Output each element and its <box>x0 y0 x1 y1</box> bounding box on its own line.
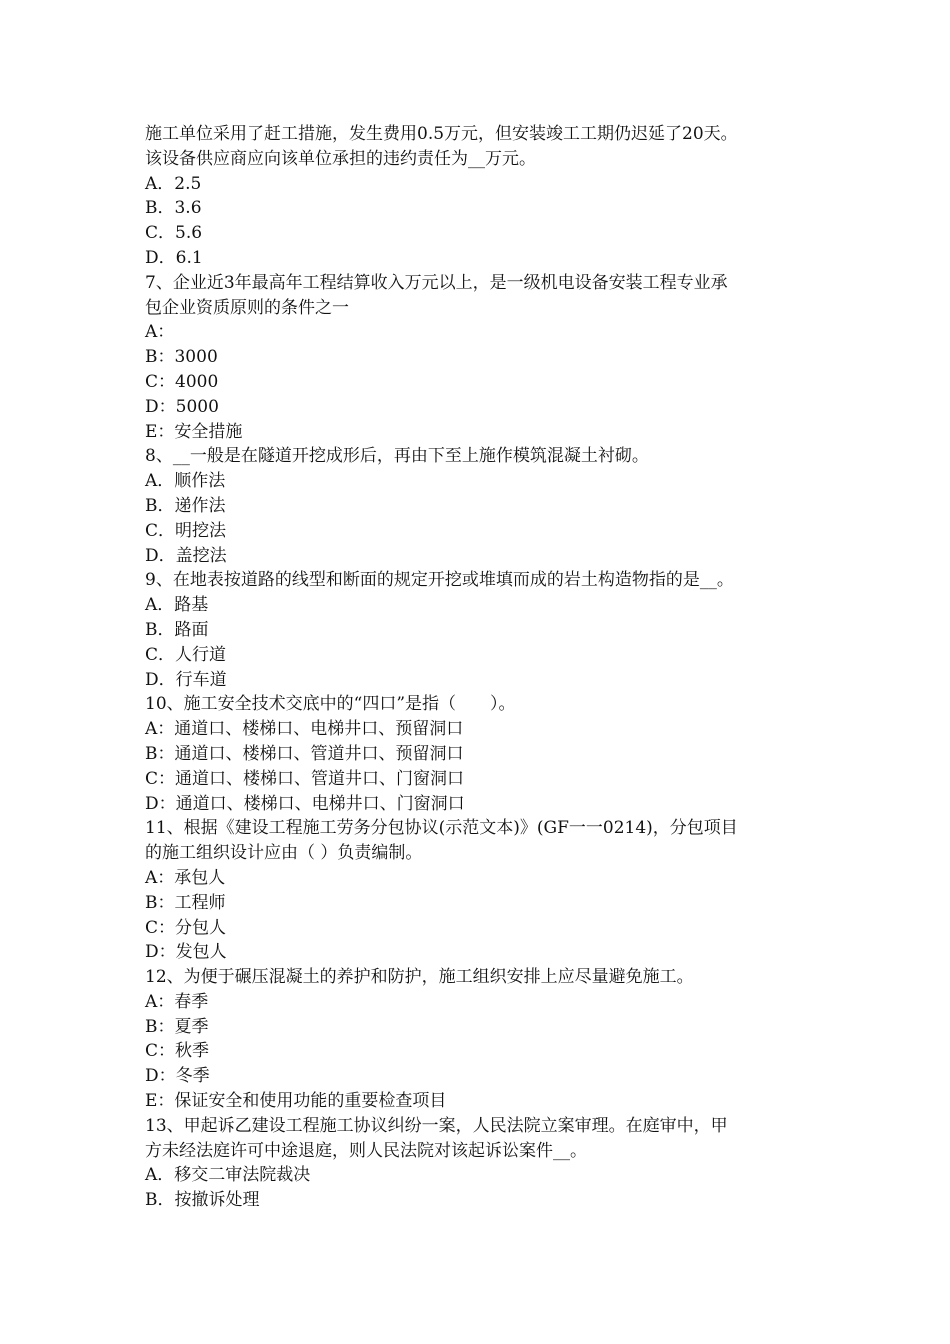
question-line: 方未经法庭许可中途退庭，则人民法院对该起诉讼案件__。 <box>145 1140 587 1161</box>
text-line: 施工单位采用了赶工措施，发生费用0.5万元，但安装竣工工期仍迟延了20天。 <box>145 124 738 144</box>
option-line: A．路基 <box>145 595 209 616</box>
option-line: D：5000 <box>145 396 219 417</box>
question-line: 12、为便于碾压混凝土的养护和防护，施工组织安排上应尽量避免施工。 <box>145 967 694 988</box>
option-line: D．行车道 <box>145 669 227 690</box>
question-line: 10、施工安全技术交底中的“四口”是指（ ）。 <box>145 694 516 715</box>
option-line: C．人行道 <box>145 644 227 665</box>
option-line: A：通道口、楼梯口、电梯井口、预留洞口 <box>145 719 464 740</box>
option-line: C：通道口、楼梯口、管道井口、门窗洞口 <box>145 768 465 789</box>
question-line: 包企业资质原则的条件之一 <box>145 297 349 318</box>
option-line: D．6.1 <box>145 247 203 268</box>
option-line: B．路面 <box>145 619 209 640</box>
option-line: E：安全措施 <box>145 421 243 442</box>
question-line: 7、企业近3年最高年工程结算收入万元以上，是一级机电设备安装工程专业承 <box>145 272 728 293</box>
option-line: D：发包人 <box>145 942 227 963</box>
question-line: 13、甲起诉乙建设工程施工协议纠纷一案，人民法院立案审理。在庭审中，甲 <box>145 1115 728 1136</box>
option-line: D．盖挖法 <box>145 545 227 566</box>
question-line: 9、在地表按道路的线型和断面的规定开挖或堆填而成的岩土构造物指的是__。 <box>145 570 734 591</box>
option-line: C．5.6 <box>145 223 203 244</box>
option-line: A．移交二审法院裁决 <box>145 1165 311 1186</box>
question-line: 11、根据《建设工程施工劳务分包协议(示范文本)》(GF一一0214)，分包项目 <box>145 818 738 839</box>
option-line: A：春季 <box>145 991 209 1012</box>
text-line: 该设备供应商应向该单位承担的违约责任为__万元。 <box>145 148 536 169</box>
option-line: B：3000 <box>145 347 218 368</box>
option-line: D：冬季 <box>145 1066 210 1087</box>
option-line: E：保证安全和使用功能的重要检查项目 <box>145 1091 447 1112</box>
question-line: 8、__一般是在隧道开挖成形后，再由下至上施作模筑混凝土衬砌。 <box>145 446 649 467</box>
option-line: C．明挖法 <box>145 520 227 541</box>
document-body <box>145 122 835 1213</box>
option-line: B．递作法 <box>145 495 226 516</box>
option-line: A： <box>145 322 175 343</box>
option-line: B：夏季 <box>145 1016 209 1037</box>
option-line: B．3.6 <box>145 198 202 219</box>
option-line: B：通道口、楼梯口、管道井口、预留洞口 <box>145 743 464 764</box>
option-line: A．2.5 <box>145 173 202 194</box>
option-line: B：工程师 <box>145 892 226 913</box>
option-line: B．按撤诉处理 <box>145 1190 260 1211</box>
option-line: C：4000 <box>145 371 219 392</box>
question-line: 的施工组织设计应由（ ）负责编制。 <box>145 843 423 864</box>
option-line: A：承包人 <box>145 867 226 888</box>
option-line: D：通道口、楼梯口、电梯井口、门窗洞口 <box>145 793 465 814</box>
option-line: C：秋季 <box>145 1041 210 1062</box>
option-line: C：分包人 <box>145 917 227 938</box>
option-line: A．顺作法 <box>145 471 226 492</box>
